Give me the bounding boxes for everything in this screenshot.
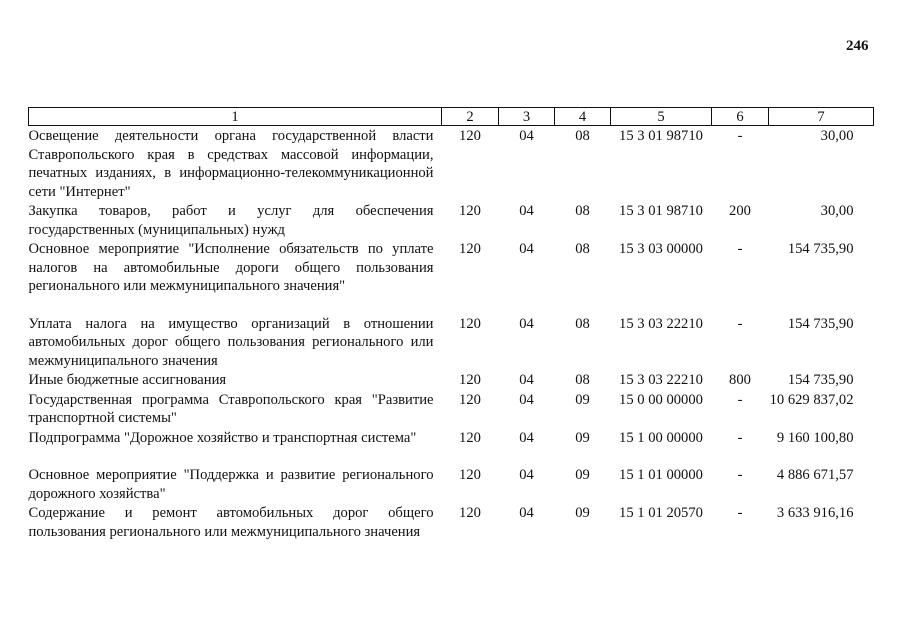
cell-subsection: 08 [575,128,590,144]
cell-target-article: 15 3 03 00000 [619,241,703,257]
table-header-row [29,108,874,126]
table-row [29,428,874,466]
cell-amount: 30,00 [820,128,854,144]
cell-ministry: 120 [459,429,481,446]
row-name: Освещение деятельности органа государственной власти Ставропольского края в средствах массовой информации, печатных изданиях, в информационно-телекоммуникационной сети "Интернет" [28,128,434,200]
cell-ministry: 120 [459,203,481,219]
cell-expense-type: 800 [729,372,751,388]
table-row [29,126,874,202]
cell-amount: 4 886 671,57 [776,467,854,483]
column-header-7: 7 [769,108,874,126]
table-row [29,239,874,314]
cell-expense-type: - [737,128,743,144]
cell-section: 04 [519,128,534,144]
cell-section: 04 [519,315,534,332]
table-row [29,465,874,503]
column-header-5: 5 [611,108,712,126]
row-name: Основное мероприятие "Исполнение обязательств по уплате налогов на автомобильные дороги общего пользования регионального или межмуниципального значения" [28,241,434,294]
cell-target-article: 15 1 00 00000 [619,429,703,446]
row-name: Государственная программа Ставропольского края "Развитие транспортной системы" [28,391,434,426]
cell-section: 04 [519,372,534,388]
cell-amount: 154 735,90 [787,372,854,388]
cell-section: 04 [519,241,534,257]
cell-expense-type: - [737,429,743,446]
cell-amount: 10 629 837,02 [769,391,854,408]
cell-amount: 3 633 916,16 [776,505,854,521]
cell-amount: 9 160 100,80 [776,429,854,446]
cell-amount: 154 735,90 [787,241,854,257]
cell-subsection: 08 [575,315,590,332]
cell-target-article: 15 3 03 22210 [619,315,703,332]
cell-amount: 30,00 [820,203,854,219]
column-header-1: 1 [29,108,442,126]
cell-target-article: 15 3 01 98710 [619,203,703,219]
column-header-6: 6 [712,108,769,126]
cell-expense-type: - [737,241,743,257]
cell-target-article: 15 3 01 98710 [619,128,703,144]
cell-ministry: 120 [459,391,481,408]
row-name: Подпрограмма "Дорожное хозяйство и транспортная система" [28,429,417,446]
cell-section: 04 [519,203,534,219]
cell-section: 04 [519,429,534,446]
cell-expense-type: - [737,505,743,521]
cell-subsection: 08 [575,241,590,257]
row-name: Содержание и ремонт автомобильных дорог общего пользования регионального или межмуниципального значения [28,505,434,540]
row-name: Основное мероприятие "Поддержка и развитие регионального дорожного хозяйства" [28,467,434,502]
cell-target-article: 15 1 01 00000 [619,467,703,483]
cell-ministry: 120 [459,372,481,388]
cell-expense-type: - [737,391,743,408]
row-name: Уплата налога на имущество организаций в отношении автомобильных дорог общего пользования регионального или межмуниципального значения [28,315,434,369]
table-row [29,370,874,390]
cell-target-article: 15 0 00 00000 [619,391,703,408]
cell-ministry: 120 [459,467,481,483]
cell-amount: 154 735,90 [787,315,854,332]
column-header-2: 2 [442,108,499,126]
cell-section: 04 [519,391,534,408]
cell-ministry: 120 [459,128,481,144]
column-header-4: 4 [555,108,611,126]
cell-subsection: 09 [575,505,590,521]
page-number: 246 [846,38,869,54]
cell-expense-type: - [737,315,743,332]
cell-expense-type: 200 [729,203,751,219]
cell-ministry: 120 [459,315,481,332]
table-row [29,503,874,541]
cell-section: 04 [519,467,534,483]
budget-table [28,107,874,541]
cell-ministry: 120 [459,505,481,521]
table-row [29,390,874,428]
table-row [29,314,874,371]
row-name: Закупка товаров, работ и услуг для обеспечения государственных (муниципальных) нужд [28,203,434,238]
cell-ministry: 120 [459,241,481,257]
cell-subsection: 09 [575,391,590,408]
cell-expense-type: - [737,467,743,483]
cell-subsection: 09 [575,429,590,446]
table-row [29,201,874,239]
row-name: Иные бюджетные ассигнования [28,372,227,388]
cell-subsection: 08 [575,372,590,388]
cell-target-article: 15 3 03 22210 [619,372,703,388]
cell-subsection: 09 [575,467,590,483]
cell-section: 04 [519,505,534,521]
cell-subsection: 08 [575,203,590,219]
column-header-3: 3 [499,108,555,126]
cell-target-article: 15 1 01 20570 [619,505,703,521]
